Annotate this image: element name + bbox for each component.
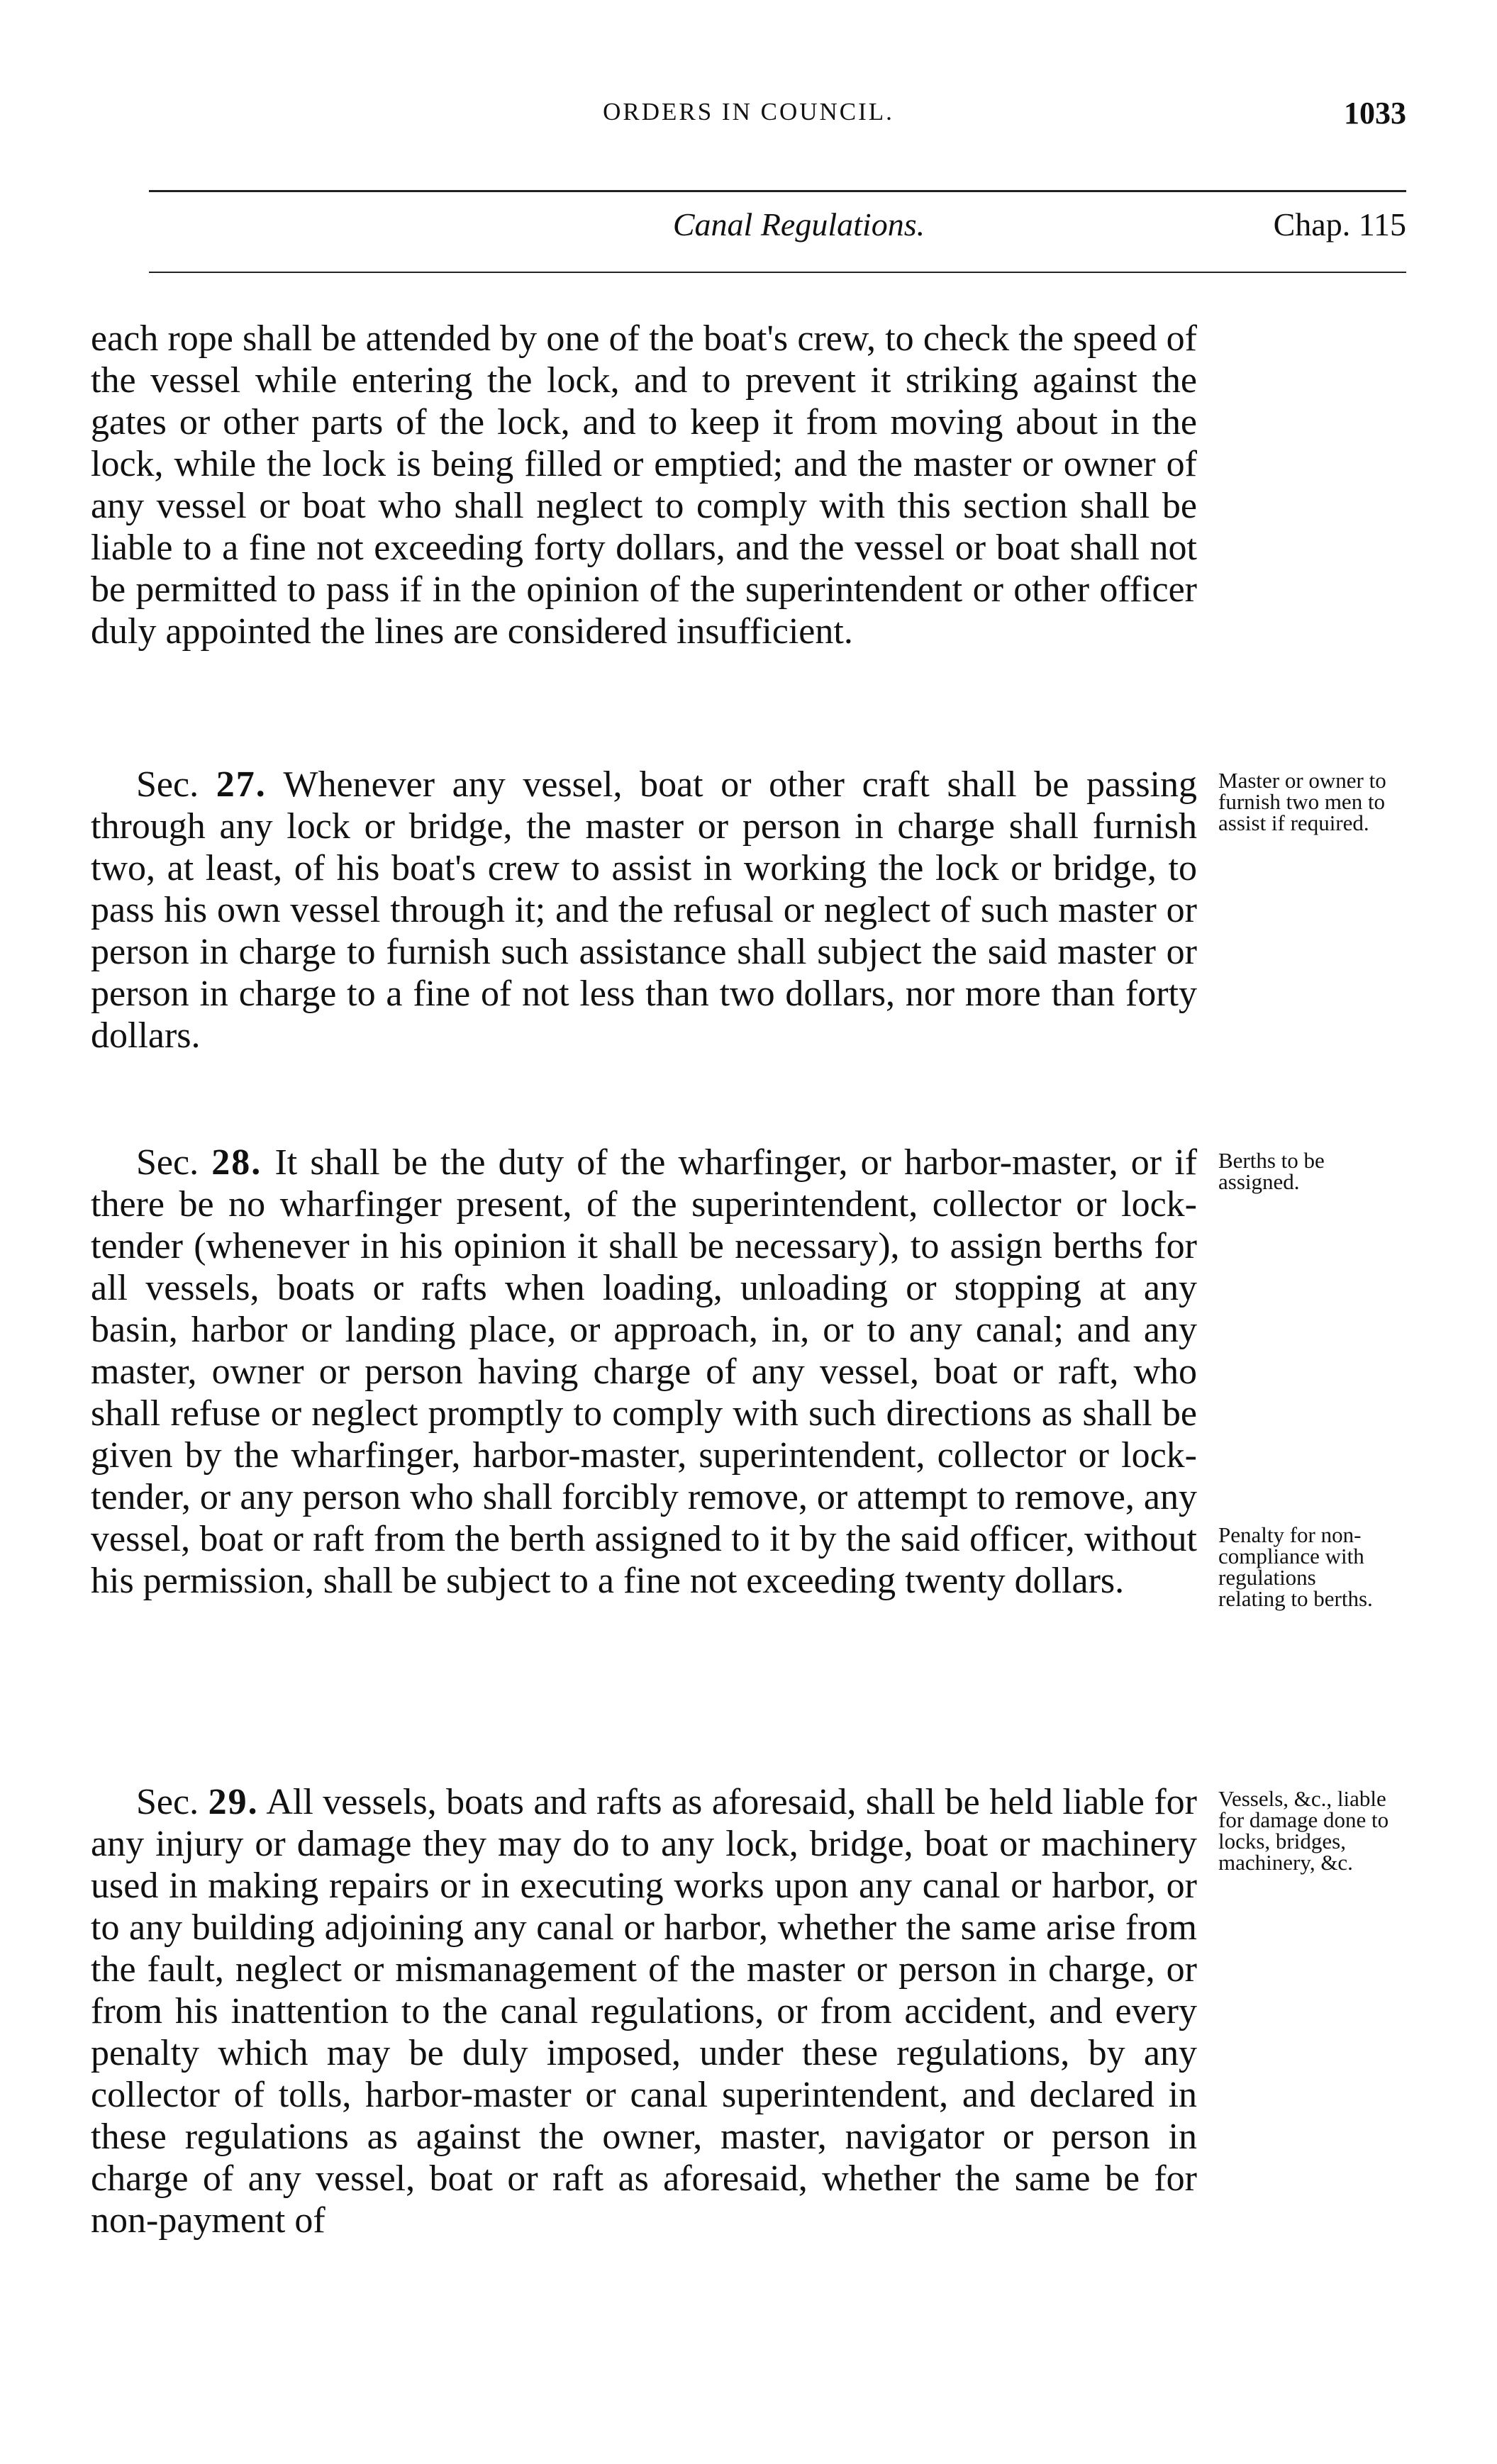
margin-note: Master or owner to furnish two men to assist if required. [1218, 768, 1386, 835]
header-rule-top [149, 190, 1406, 192]
section-label: Sec. [136, 1142, 199, 1183]
margin-note: Vessels, &c., liable for damage done to locks, bridges, machinery, &c. [1218, 1786, 1389, 1875]
section-label: Sec. [136, 764, 199, 805]
section-paragraph [91, 764, 1197, 1057]
section-label: Sec. [136, 1782, 199, 1822]
section-number: 28. [211, 1142, 262, 1183]
section-paragraph [91, 1142, 1197, 1602]
section-number: 27. [216, 764, 267, 805]
body-paragraph [91, 318, 1197, 652]
page-header [91, 98, 1406, 140]
running-head: ORDERS IN COUNCIL. [603, 98, 894, 126]
paragraph-text: All vessels, boats and rafts as aforesaid, shall be held liable for any injury or damage they may do to any lock, bridge, boat or machinery used in making repairs or in executing works upon any canal or harbor, or to any building adjoining any canal or harbor, whether the same arise from the fault, neglect or mismanagement of the master or person in charge, or from his inattention to the canal regulations, or from accident, and every penalty which may be duly imposed, under these regulations, by any collector of tolls, harbor-master or canal superintendent, and declared in these regulations as against the owner, master, navigator or person in charge of any vessel, boat or raft as aforesaid, whether the same be for non-payment of [91, 1782, 1197, 2241]
section-paragraph [91, 1781, 1197, 2241]
page-number: 1033 [1344, 96, 1406, 130]
section-number: 29. [208, 1782, 259, 1822]
section-header [149, 206, 1406, 248]
margin-note: Penalty for non-compliance with regulations relating to berths. [1218, 1522, 1373, 1611]
paragraph-text: each rope shall be attended by one of the boat's crew, to check the speed of the vessel while entering the lock, and to prevent it striking against the gates or other parts of the lock, and to keep it from moving about in the lock, while the lock is being filled or emptied; and the master or owner of any vessel or boat who shall neglect to comply with this section shall be liable to a fine not exceeding forty dollars, and the vessel or boat shall not be permitted to pass if in the opinion of the superintendent or other officer duly appointed the lines are considered insufficient. [91, 318, 1197, 652]
section-title: Canal Regulations. [672, 206, 925, 243]
margin-note: Berths to be assigned. [1218, 1148, 1325, 1194]
paragraph-text: It shall be the duty of the wharfinger, or harbor-master, or if there be no wharfinger present, of the superintendent, collector or lock-tender (whenever in his opinion it shall be necessary), to assign berths for all vessels, boats or rafts when loading, unloading or stopping at any basin, harbor or landing place, or approach, in, or to any canal; and any master, owner or person having charge of any vessel, boat or raft, who shall refuse or neglect promptly to comply with such directions as shall be given by the wharfinger, harbor-master, superintendent, collector or lock-tender, or any person who shall forcibly remove, or attempt to remove, any vessel, boat or raft from the berth assigned to it by the said officer, without his permission, shall be subject to a fine not exceeding twenty dollars. [91, 1142, 1198, 1601]
paragraph-text: Whenever any vessel, boat or other craft shall be passing through any lock or bridge, the master or person in charge shall furnish two, at least, of his boat's crew to assist in working the lock or bridge, to pass his own vessel through it; and the refusal or neglect of such master or person in charge to furnish such assistance shall subject the said master or person in charge to a fine of not less than two dollars, nor more than forty dollars. [91, 764, 1198, 1056]
chapter-label: Chap. 115 [1273, 206, 1406, 243]
header-rule-bottom [149, 272, 1406, 273]
